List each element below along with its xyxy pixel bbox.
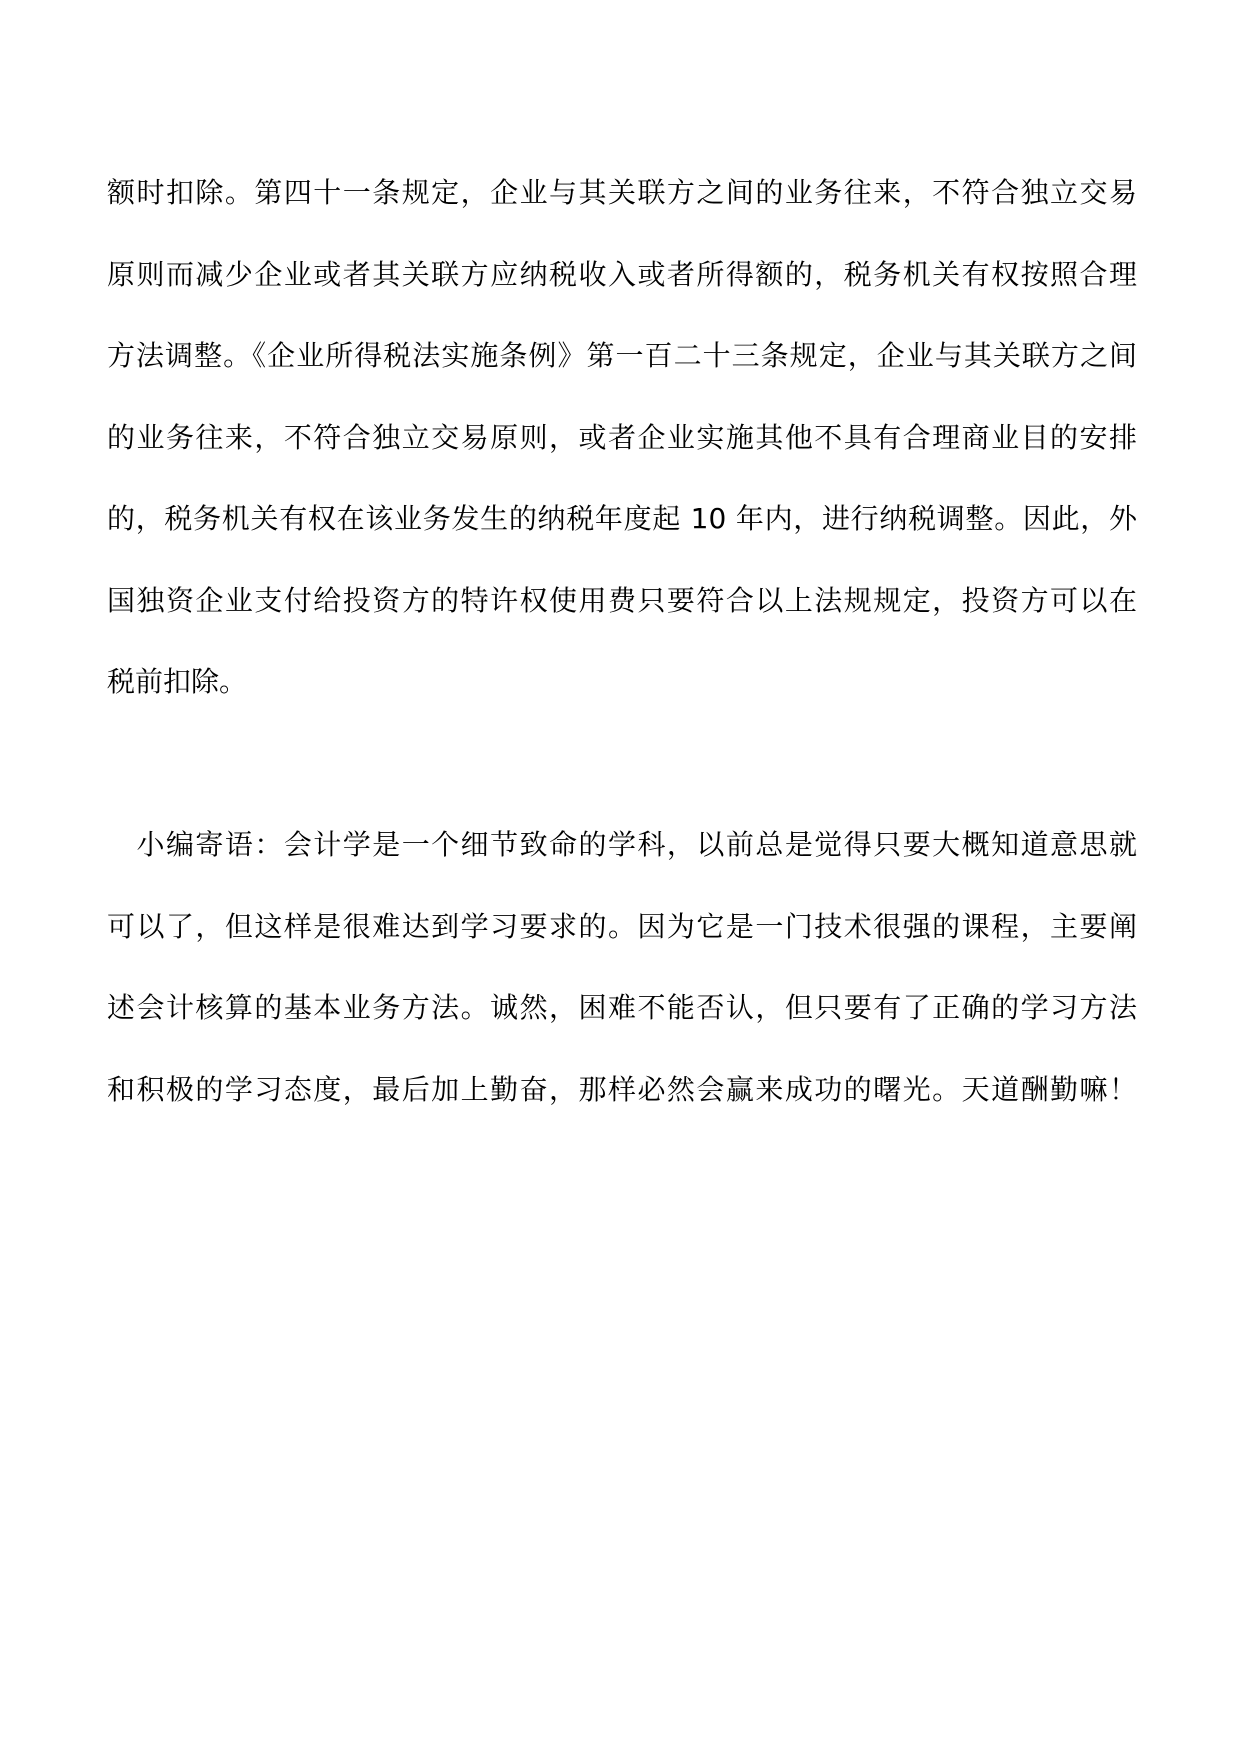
text-line: 和积极的学习态度，最后加上勤奋，那样必然会赢来成功的曙光。天道酬勤嘛！ xyxy=(107,1072,1137,1106)
text-line: 的，税务机关有权在该业务发生的纳税年度起 10 年内，进行纳税调整。因此，外 xyxy=(107,502,1137,535)
paragraph-editor-note xyxy=(107,804,1137,1130)
text-line: 述会计核算的基本业务方法。诚然，困难不能否认，但只要有了正确的学习方法 xyxy=(107,991,1137,1024)
text-line: 的业务往来，不符合独立交易原则，或者企业实施其他不具有合理商业目的安排 xyxy=(107,420,1137,454)
paragraph-tax-deduction xyxy=(107,152,1137,723)
text-line: 原则而减少企业或者其关联方应纳税收入或者所得额的，税务机关有权按照合理 xyxy=(107,257,1137,291)
text-line: 税前扣除。 xyxy=(107,665,248,698)
text-line: 小编寄语：会计学是一个细节致命的学科，以前总是觉得只要大概知道意思就 xyxy=(107,828,1137,861)
text-line: 国独资企业支付给投资方的特许权使用费只要符合以上法规规定，投资方可以在 xyxy=(107,583,1137,617)
text-line: 可以了，但这样是很难达到学习要求的。因为它是一门技术很强的课程，主要阐 xyxy=(107,909,1137,943)
text-line: 方法调整。《企业所得税法实施条例》第一百二十三条规定，企业与其关联方之间 xyxy=(107,339,1137,372)
text-line: 额时扣除。第四十一条规定，企业与其关联方之间的业务往来，不符合独立交易 xyxy=(107,176,1137,209)
